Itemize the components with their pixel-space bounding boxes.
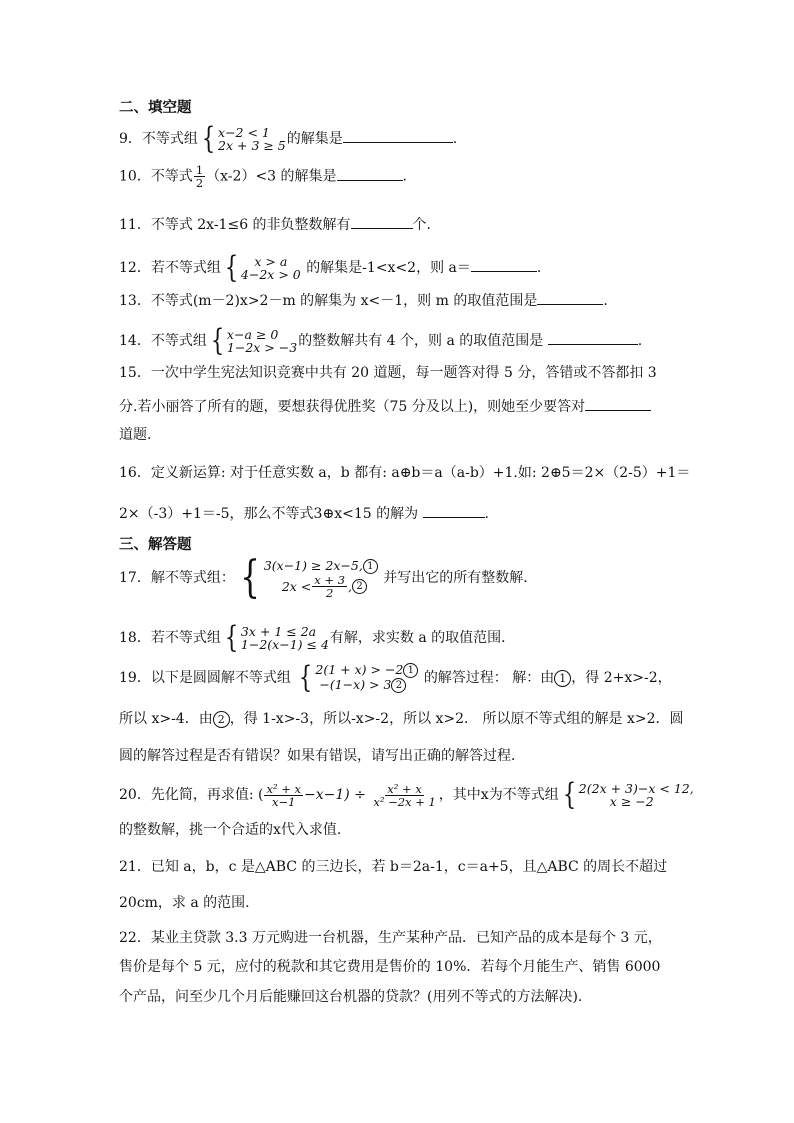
inequality-system bbox=[208, 323, 298, 358]
circled-number-icon: 1 bbox=[363, 559, 378, 574]
fraction-denominator: 2 bbox=[195, 176, 204, 190]
question-21-line-1: 21．已知 a，b，c 是△ABC 的三边长，若 b＝2a-1，c＝a+5，且△ABC 的周长不超过 bbox=[119, 859, 668, 875]
question-13 bbox=[119, 290, 608, 310]
question-19-line-2 bbox=[119, 710, 683, 728]
question-9-prefix: 9．不等式组 bbox=[119, 131, 198, 147]
fraction-denominator: 2 bbox=[325, 585, 334, 600]
question-15-line-3: 道题. bbox=[119, 427, 152, 443]
question-17 bbox=[119, 552, 538, 603]
section-heading-solve: 三、解答题 bbox=[119, 537, 192, 553]
question-10-prefix: 10．不等式 bbox=[119, 168, 193, 185]
question-19-line-3: 圆的解答过程是否有错误？如果有错误，请写出正确的解答过程． bbox=[119, 748, 525, 764]
system-row-text: 2(1 + x) > −2 bbox=[315, 662, 404, 677]
answer-blank[interactable] bbox=[471, 257, 537, 272]
inequality-system bbox=[222, 250, 301, 285]
question-14-end: . bbox=[637, 333, 643, 349]
question-15-text: 分.若小丽答了所有的题，要想获得优胜奖（75 分及以上)，则她至少要答对 bbox=[119, 399, 586, 415]
question-19-line-1 bbox=[119, 660, 672, 695]
left-brace-icon: { bbox=[210, 323, 225, 358]
question-18-prefix: 18．若不等式组 bbox=[119, 630, 221, 646]
question-13-text: 13．不等式(m－2)x>2－m 的解集为 x<－1，则 m 的取值范围是 bbox=[119, 293, 538, 309]
question-17-prefix: 17．解不等式组： bbox=[119, 570, 235, 586]
system-row bbox=[315, 678, 418, 693]
fraction-numerator: x² + x bbox=[387, 781, 422, 796]
answer-blank[interactable] bbox=[548, 330, 638, 345]
question-19-text: 的解答过程： 解：由 bbox=[423, 670, 555, 686]
section-heading-fill-blank: 二、填空题 bbox=[119, 100, 192, 116]
system-row: x−a ≥ 0 bbox=[226, 327, 279, 342]
question-13-end: . bbox=[603, 293, 608, 309]
answer-blank[interactable] bbox=[351, 214, 413, 229]
system-row bbox=[315, 663, 418, 678]
circled-number-icon: 2 bbox=[391, 678, 406, 693]
inequality-system bbox=[236, 552, 378, 603]
question-19-text: ，得 1-x>-3，所以-x>-2，所以 x>2． 所以原不等式组的解是 x>2．圆 bbox=[229, 711, 684, 727]
question-18 bbox=[119, 620, 516, 655]
question-20-text: ，其中x为不等式组 bbox=[438, 787, 559, 803]
question-19-text: ，得 2+x>-2， bbox=[571, 670, 672, 686]
question-12-text: 的解集是-1<x<2，则 a＝ bbox=[306, 260, 471, 276]
fraction-numerator: 1 bbox=[195, 163, 204, 177]
question-12-end: . bbox=[536, 260, 542, 276]
circled-number-icon: 2 bbox=[352, 579, 367, 594]
fraction bbox=[264, 783, 303, 808]
question-15-line-1: 15．一次中学生宪法知识竞赛中共有 20 道题，每一题答对得 5 分，答错或不答都扣 3 bbox=[119, 365, 657, 381]
circled-number-icon: 2 bbox=[213, 711, 230, 728]
inequality-system bbox=[560, 777, 694, 812]
question-11-end: 个． bbox=[412, 217, 441, 233]
question-22-line-1: 22．某业主贷款 3.3 万元购进一台机器，生产某种产品．已知产品的成本是每个 3 元， bbox=[119, 930, 662, 946]
question-20-line-1 bbox=[119, 777, 695, 812]
answer-blank[interactable] bbox=[585, 396, 651, 411]
question-21-line-2: 20cm，求 a 的范围. bbox=[119, 895, 250, 911]
question-16-end: . bbox=[484, 506, 489, 522]
system-row: 1−2x > −3 bbox=[226, 340, 298, 355]
system-row: 4−2x > 0 bbox=[240, 267, 301, 282]
answer-blank[interactable] bbox=[537, 290, 603, 305]
answer-blank[interactable] bbox=[337, 166, 403, 181]
question-14 bbox=[119, 323, 643, 358]
answer-blank[interactable] bbox=[343, 128, 453, 143]
fraction bbox=[371, 783, 437, 808]
question-15-line-2 bbox=[119, 396, 651, 416]
system-row: 2x + 3 ≥ 5 bbox=[218, 138, 286, 153]
question-9-text: 的解集是 bbox=[286, 131, 343, 147]
question-16-line-2 bbox=[119, 503, 489, 523]
left-brace-icon: { bbox=[224, 620, 239, 655]
question-12-prefix: 12．若不等式组 bbox=[119, 260, 221, 276]
circled-number-icon: 1 bbox=[554, 670, 571, 687]
system-row: x > a bbox=[254, 254, 288, 269]
question-10 bbox=[119, 164, 407, 189]
left-brace-icon: { bbox=[299, 660, 313, 695]
fraction-denominator: x−1 bbox=[271, 794, 296, 809]
question-20-prefix: 20．先化简，再求值: ( bbox=[119, 787, 264, 803]
inequality-system bbox=[296, 660, 418, 695]
question-12 bbox=[119, 250, 542, 285]
question-14-prefix: 14．不等式组 bbox=[119, 333, 207, 349]
circled-number-icon: 1 bbox=[403, 663, 418, 678]
fraction-half bbox=[194, 164, 205, 189]
question-9 bbox=[119, 121, 458, 156]
question-16-text: 2×（-3）+1＝-5，那么不等式3⊕x<15 的解为 bbox=[119, 506, 419, 522]
question-9-end: . bbox=[452, 131, 458, 147]
fraction-numerator: x + 3 bbox=[314, 572, 346, 587]
left-brace-icon: { bbox=[562, 777, 576, 812]
fraction-numerator: x² + x bbox=[266, 781, 301, 796]
question-16-line-1: 16．定义新运算: 对于任意实数 a，b 都有: a⊕b＝a（a-b）+1.如: 2⊕5＝2×（2-5）+1＝ bbox=[119, 465, 691, 481]
answer-blank[interactable] bbox=[423, 503, 485, 518]
question-19-prefix: 19．以下是圆圆解不等式组 bbox=[119, 670, 291, 686]
question-19-text: 所以 x>-4．由 bbox=[119, 711, 213, 727]
question-22-line-3: 个产品，问至少几个月后能赚回这台机器的贷款？(用列不等式的方法解决). bbox=[119, 989, 583, 1005]
question-10-end: . bbox=[402, 168, 407, 185]
inequality-system bbox=[222, 620, 329, 655]
question-22-line-2: 售价是每个 5 元，应付的税款和其它费用是售价的 10%．若每个月能生产、销售 6000 bbox=[119, 959, 661, 975]
fraction-denominator: x² −2x + 1 bbox=[373, 794, 436, 809]
system-row: x−2 < 1 bbox=[218, 125, 270, 140]
inequality-system bbox=[199, 121, 286, 156]
system-row: x ≥ −2 bbox=[609, 794, 654, 809]
question-11 bbox=[119, 214, 441, 234]
system-row bbox=[264, 558, 378, 574]
left-brace-icon: { bbox=[201, 121, 216, 156]
question-20-operator: −x−1) ÷ bbox=[303, 787, 366, 803]
system-row: 2x < $\frac{x + 3}{2}$ , 2 bbox=[264, 574, 378, 599]
system-row-text: −(1−x) > 3 bbox=[319, 677, 392, 692]
left-brace-icon: { bbox=[224, 250, 239, 285]
question-20-line-2: 的整数解，挑一个合适的x代入求值. bbox=[119, 822, 342, 838]
system-row: 2(2x + 3)−x < 12, bbox=[578, 781, 694, 796]
question-14-text: 的整数解共有 4 个，则 a 的取值范围是 bbox=[298, 333, 544, 349]
left-brace-icon: { bbox=[240, 552, 260, 603]
system-row: 3x + 1 ≤ 2a bbox=[240, 624, 317, 639]
system-row-text: 2x < bbox=[281, 578, 312, 594]
question-17-text: 并写出它的所有整数解． bbox=[383, 570, 538, 586]
question-10-text: （x-2）<3 的解集是 bbox=[206, 168, 337, 185]
fraction bbox=[312, 574, 347, 599]
system-row-text: 3(x−1) ≥ 2x−5, bbox=[263, 557, 363, 573]
question-18-text: 有解，求实数 a 的取值范围． bbox=[329, 630, 516, 646]
question-11-text: 11．不等式 2x-1≤6 的非负整数解有 bbox=[119, 217, 351, 233]
system-row: 1−2(x−1) ≤ 4 bbox=[240, 637, 329, 652]
